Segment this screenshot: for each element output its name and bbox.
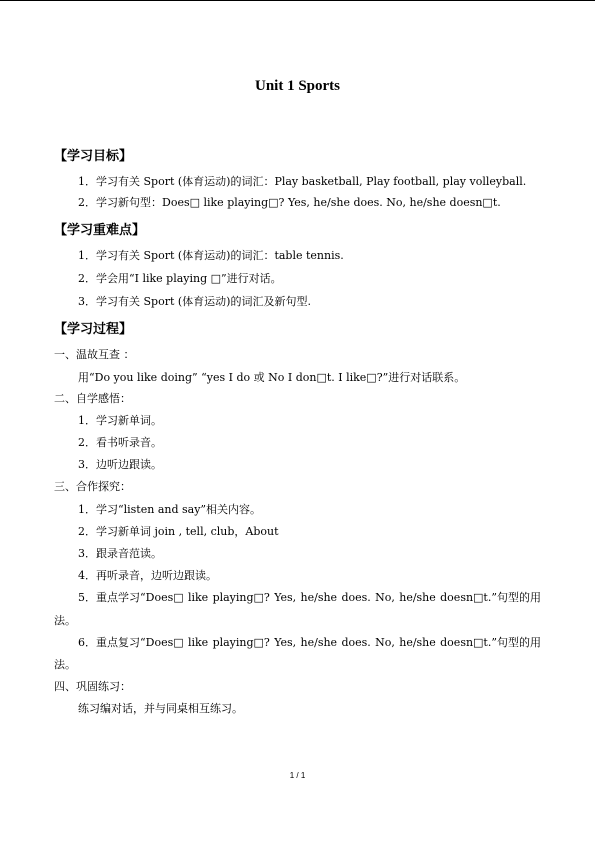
item5-word: like bbox=[187, 591, 209, 604]
item6-word: 6．重点复习“Does□ bbox=[78, 636, 184, 649]
item6-word: he/she bbox=[399, 636, 436, 649]
item5-word: doesn□t.”句型的用 bbox=[440, 591, 541, 604]
page-title: Unit 1 Sports bbox=[254, 78, 340, 94]
part2-title: 二、自学感悟： bbox=[54, 392, 131, 405]
part3-item-1: 1．学习“listen and say”相关内容。 bbox=[78, 503, 262, 516]
goal-item-2: 2．学习新句型：Does□ like playing□? Yes, he/she does. No, he/she doesn□t. bbox=[78, 196, 501, 209]
item6-word: like bbox=[187, 636, 209, 649]
part3-item-4: 4．再听录音，边听边跟读。 bbox=[78, 569, 217, 582]
key-point-item-2: 2．学会用“I like playing □”进行对话。 bbox=[78, 272, 282, 285]
part3-item-6 bbox=[78, 636, 541, 650]
heading-goals: 【学习目标】 bbox=[54, 149, 133, 164]
item5-word: Yes, bbox=[274, 591, 297, 604]
part3-item-6-cont: 法。 bbox=[54, 658, 76, 671]
item6-word: doesn□t.”句型的用 bbox=[440, 636, 541, 649]
heading-key-points: 【学习重难点】 bbox=[54, 223, 146, 238]
item6-word: No, bbox=[375, 636, 395, 649]
part1-text: 用“Do you like doing” “yes I do 或 No I don□t. I like□?”进行对话联系。 bbox=[78, 371, 466, 384]
part3-item-3: 3．跟录音范读。 bbox=[78, 547, 162, 560]
part2-item-3: 3．边听边跟读。 bbox=[78, 458, 162, 471]
item5-word: playing□? bbox=[212, 591, 270, 604]
goal-item-1: 1．学习有关 Sport (体育运动)的词汇：Play basketball, Play football, play volleyball. bbox=[78, 175, 527, 188]
part3-title: 三、合作探究： bbox=[54, 480, 131, 493]
item5-word: 5．重点学习“Does□ bbox=[78, 591, 184, 604]
part2-item-2: 2．看书听录音。 bbox=[78, 436, 162, 449]
part4-text: 练习编对话，并与同桌相互练习。 bbox=[78, 702, 243, 715]
part3-item-5-cont: 法。 bbox=[54, 614, 76, 627]
item5-word: he/she bbox=[300, 591, 338, 604]
part3-item-2: 2．学习新单词 join , tell, club，About bbox=[78, 525, 279, 538]
part3-item-5 bbox=[78, 591, 541, 605]
item6-word: Yes, bbox=[274, 636, 297, 649]
item6-word: he/she bbox=[300, 636, 338, 649]
item6-word: does. bbox=[341, 636, 371, 649]
item6-word: playing□? bbox=[212, 636, 270, 649]
key-point-item-3: 3．学习有关 Sport (体育运动)的词汇及新句型. bbox=[78, 295, 311, 308]
item5-word: No, bbox=[375, 591, 395, 604]
item5-word: does. bbox=[341, 591, 371, 604]
heading-process: 【学习过程】 bbox=[54, 322, 133, 337]
part2-item-1: 1．学习新单词。 bbox=[78, 414, 162, 427]
key-point-item-1: 1．学习有关 Sport (体育运动)的词汇：table tennis. bbox=[78, 249, 344, 262]
part4-title: 四、巩固练习： bbox=[54, 680, 131, 693]
part1-title: 一、温故互查 ： bbox=[54, 348, 135, 361]
item5-word: he/she bbox=[399, 591, 436, 604]
top-rule bbox=[0, 0, 595, 1]
page-number: 1 / 1 bbox=[289, 771, 306, 780]
